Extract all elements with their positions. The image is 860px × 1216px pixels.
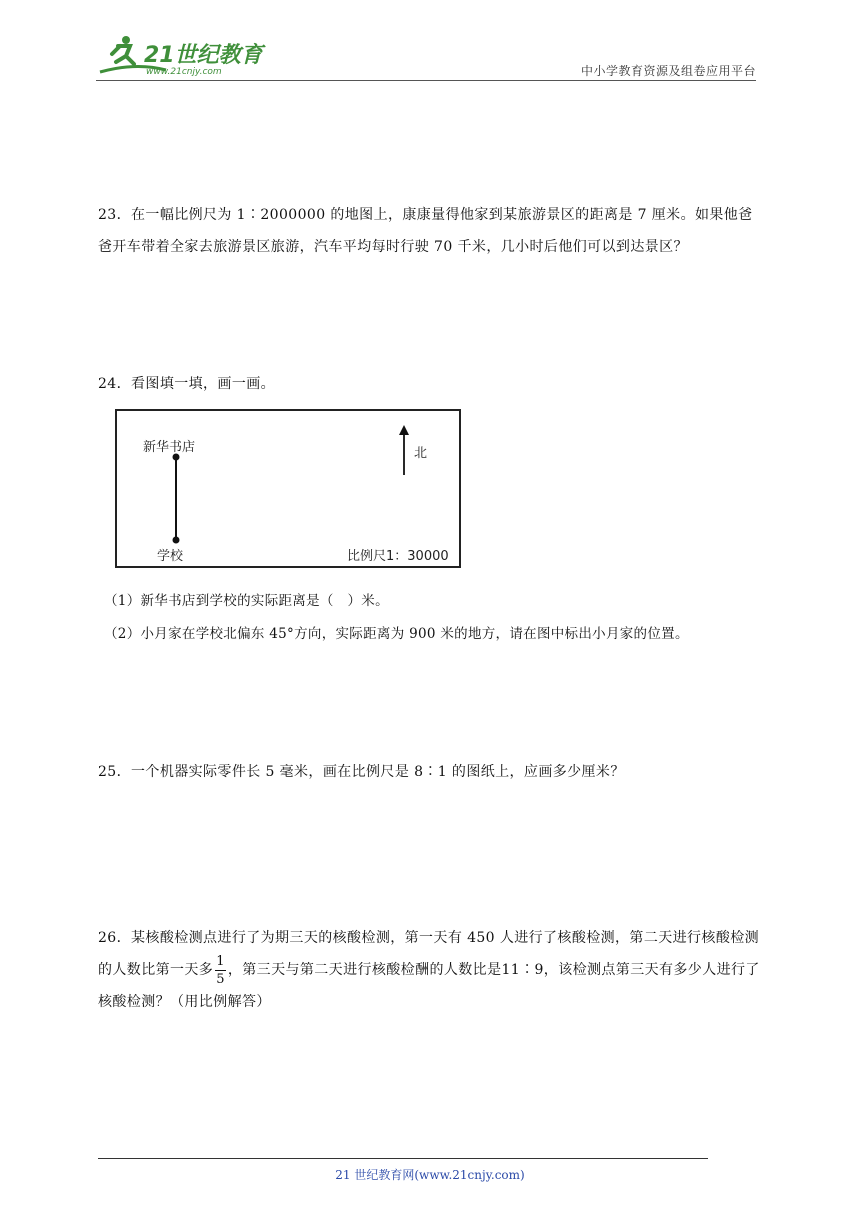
fraction-one-fifth: [215, 955, 226, 986]
question-24-prompt: 24．看图填一填，画一画。: [98, 376, 276, 392]
question-24-sub-1: （1）新华书店到学校的实际距离是（ ）米。: [104, 593, 389, 609]
header-platform-text: 中小学教育资源及组卷应用平台: [580, 64, 756, 78]
question-26: [98, 922, 766, 1018]
map-lines: [117, 411, 459, 566]
question-24-sub-2: （2）小月家在学校北偏东 45°方向，实际距离为 900 米的地方，请在图中标出小月家的位置。: [104, 626, 689, 642]
north-label: 北: [414, 446, 428, 461]
bookstore-label: 新华书店: [143, 440, 196, 455]
map-diagram: [115, 409, 461, 568]
site-logo: [96, 32, 266, 78]
fraction-numerator: 1: [216, 953, 225, 969]
logo-brand-text: 21世纪教育: [144, 43, 263, 68]
question-26-text-a: 26．某核酸检测点进行了为期三天的核酸检测，第一天有 450 人进行了核酸检测，第二天进行核酸检测的人数比第一天多: [98, 930, 760, 978]
footer-divider: [98, 1158, 708, 1159]
scale-label: 比例尺1：30000: [347, 549, 449, 564]
footer-site-text: 21 世纪教育网(www.21cnjy.com): [335, 1168, 525, 1182]
question-26-text-b: ，第三天与第二天进行核酸检酬的人数比是11∶9，该检测点第三天有多少人进行了核酸检测？（用比例解答）: [98, 962, 760, 1010]
logo-graphic: [96, 32, 266, 78]
school-point: [173, 537, 180, 544]
north-arrow-icon: [399, 425, 409, 435]
header-divider: [96, 80, 756, 81]
question-25: 25．一个机器实际零件长 5 毫米，画在比例尺是 8∶1 的图纸上，应画多少厘米？: [98, 764, 625, 780]
question-23: 23．在一幅比例尺为 1∶2000000 的地图上，康康量得他家到某旅游景区的距离是 7 厘米。如果他爸爸开车带着全家去旅游景区旅游，汽车平均每时行驶 70 千米，几小时后他们可以到达景区？: [98, 207, 753, 255]
school-label: 学校: [157, 549, 184, 564]
logo-url-text: www.21cnjy.com: [146, 67, 222, 77]
fraction-denominator: 5: [216, 971, 225, 987]
